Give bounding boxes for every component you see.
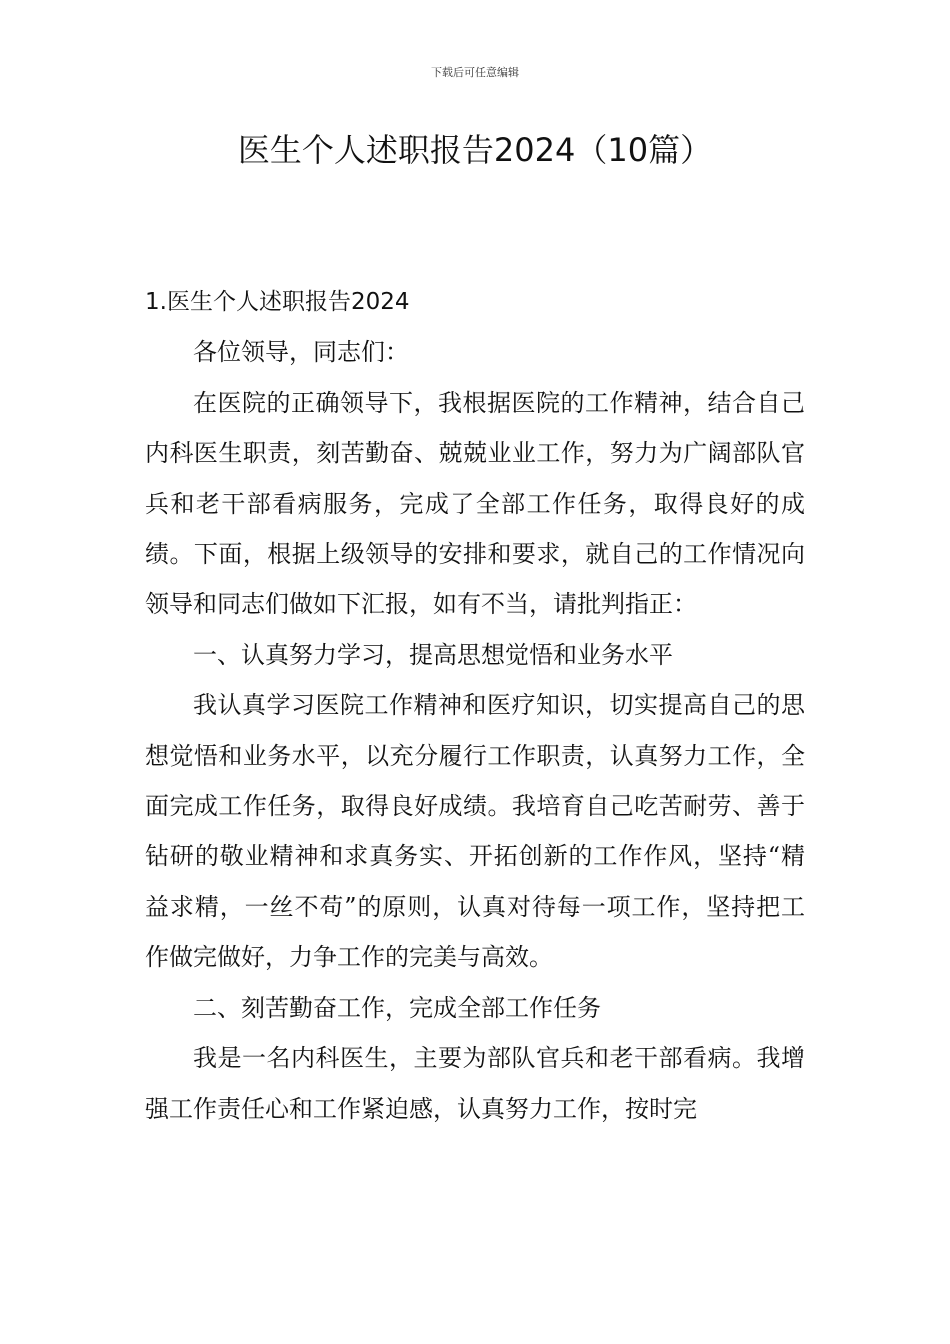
study-paragraph: 我认真学习医院工作精神和医疗知识，切实提高自己的思想觉悟和业务水平，以充分履行工作职责，认真努力工作，全面完成工作任务，取得良好成绩。我培育自己吃苦耐劳、善于钻研的敬业精神和求真务实、开拓创新的工作作风，坚持“精益求精，一丝不苟”的原则，认真对待每一项工作，坚持把工作做完做好，力争工作的完美与高效。 — [145, 691, 805, 972]
document-body — [145, 277, 805, 1134]
section-heading: 1.医生个人述职报告2024 — [145, 289, 410, 315]
salutation-paragraph: 各位领导，同志们： — [193, 338, 409, 367]
header-note: 下载后可任意编辑 — [431, 66, 519, 79]
subheading-one: 一、认真努力学习，提高思想觉悟和业务水平 — [193, 640, 673, 669]
subheading-two: 二、刻苦勤奋工作，完成全部工作任务 — [193, 993, 601, 1022]
document-title: 医生个人述职报告2024（10篇） — [237, 131, 713, 169]
work-paragraph: 我是一名内科医生，主要为部队官兵和老干部看病。我增强工作责任心和工作紧迫感，认真努力工作，按时完 — [145, 1044, 805, 1123]
intro-paragraph: 在医院的正确领导下，我根据医院的工作精神，结合自己内科医生职责，刻苦勤奋、兢兢业业工作，努力为广阔部队官兵和老干部看病服务，完成了全部工作任务，取得良好的成绩。下面，根据上级领导的安排和要求，就自己的工作情况向领导和同志们做如下汇报，如有不当，请批判指正： — [145, 388, 805, 619]
